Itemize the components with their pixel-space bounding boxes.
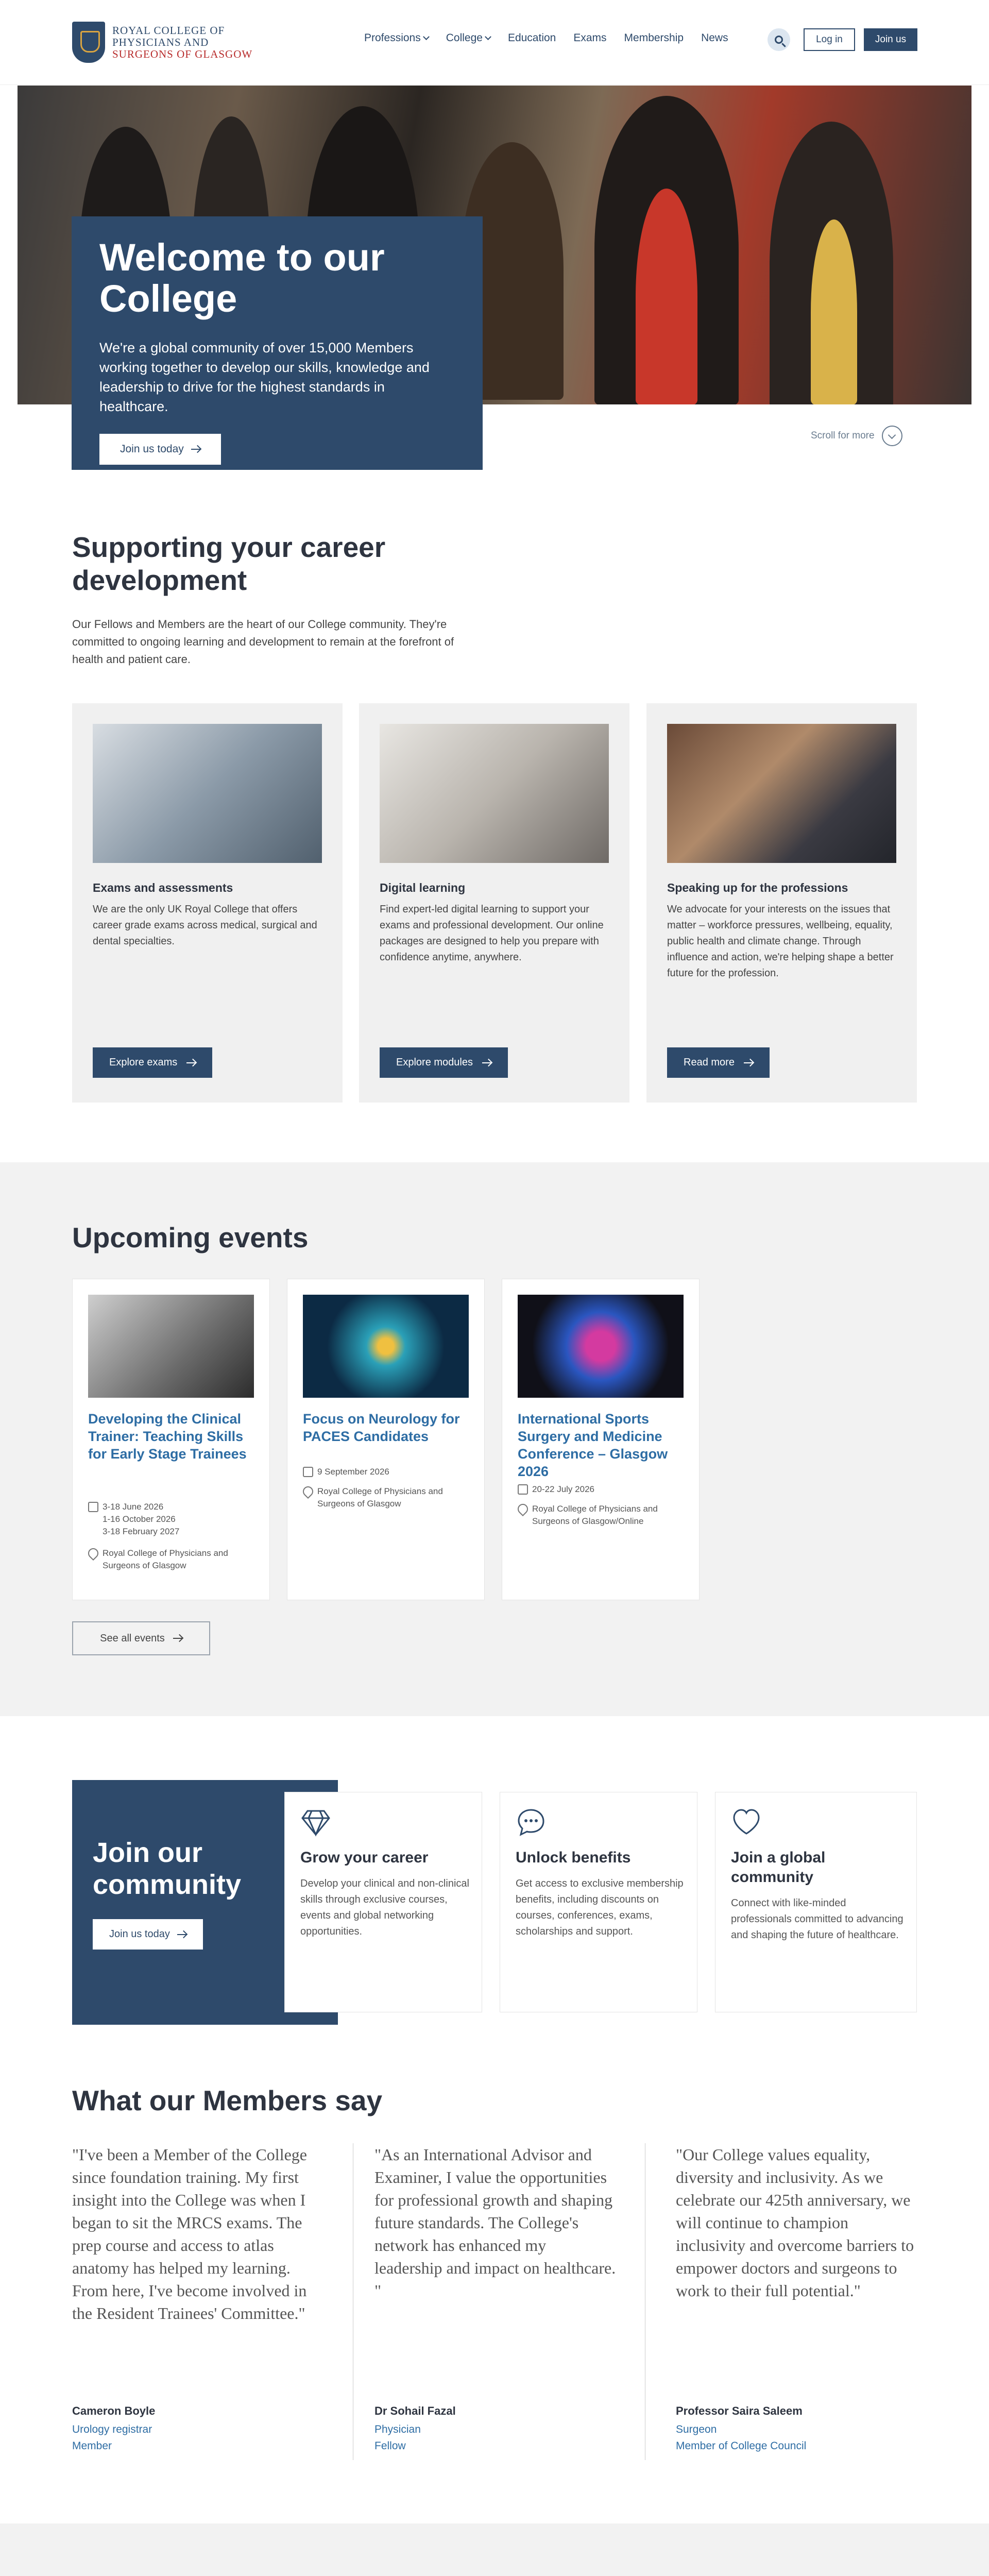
digital-image: [380, 724, 609, 863]
benefit-text: Get access to exclusive membership benefits, including discounts on courses, conferences, exams, scholarships and support.: [516, 1878, 684, 1937]
event-image: [303, 1295, 469, 1398]
diamond-icon: [300, 1807, 331, 1838]
arrow-right-icon: [744, 1062, 753, 1063]
event-location: Royal College of Physicians and Surgeons of Glasgow/Online: [518, 1503, 689, 1528]
chevron-down-icon: [882, 426, 902, 446]
event-title[interactable]: Developing the Clinical Trainer: Teaching Skills for Early Stage Trainees: [88, 1411, 247, 1462]
site-header: [0, 0, 989, 85]
exams-image: [93, 724, 322, 863]
event-title[interactable]: International Sports Surgery and Medicine Conference – Glasgow 2026: [518, 1411, 668, 1479]
card-digital: [359, 703, 629, 1103]
nav-exams[interactable]: Exams: [573, 32, 607, 44]
event-date: 9 September 2026: [303, 1466, 474, 1478]
testimonial-role: Physician: [374, 2424, 421, 2435]
benefit-title: Grow your career: [300, 1849, 429, 1866]
event-date: 20-22 July 2026: [518, 1483, 689, 1496]
card-advocacy: [646, 703, 917, 1103]
arrow-right-icon: [173, 1638, 182, 1639]
benefit-card: [500, 1792, 697, 2012]
scroll-for-more[interactable]: Scroll for more: [811, 426, 902, 446]
testimonial-quote: "As an International Advisor and Examiner, I value the opportunities for professional growth and shaping future standards. The College's network has enhanced my leadership and impact on healthcare. ": [374, 2145, 616, 2300]
join-button[interactable]: Join us: [864, 28, 917, 51]
nav-education[interactable]: Education: [507, 32, 556, 44]
event-card[interactable]: [502, 1279, 700, 1600]
events-title: Upcoming events: [72, 1222, 309, 1253]
hero-text: We're a global community of over 15,000 Members working together to develop our skills, knowledge and leadership to drive for the highest standards in healthcare.: [99, 340, 430, 414]
event-card[interactable]: [72, 1279, 270, 1600]
testimonial-role: Surgeon: [676, 2424, 717, 2435]
chat-icon: [516, 1807, 547, 1838]
testimonial-name: Cameron Boyle: [72, 2404, 156, 2417]
testimonial-name: Dr Sohail Fazal: [374, 2404, 456, 2417]
heart-icon: [731, 1807, 762, 1838]
card-exams: [72, 703, 343, 1103]
card-text: We are the only UK Royal College that offers career grade exams across medical, surgical and dental specialties.: [93, 904, 317, 947]
testimonial-role: Urology registrar: [72, 2424, 152, 2435]
explore-exams-button[interactable]: Explore exams: [93, 1047, 212, 1078]
logo-line-2: PHYSICIANS AND: [112, 36, 209, 48]
nav-college[interactable]: College: [446, 32, 490, 44]
card-title: Speaking up for the professions: [667, 881, 848, 894]
event-image: [88, 1295, 254, 1398]
college-logo[interactable]: [72, 22, 252, 63]
event-card[interactable]: [287, 1279, 485, 1600]
see-all-events-button[interactable]: See all events: [72, 1621, 210, 1655]
arrow-right-icon: [482, 1062, 491, 1063]
crest-icon: [72, 22, 105, 63]
benefit-text: Develop your clinical and non-clinical skills through exclusive courses, events and global networking opportunities.: [300, 1878, 469, 1937]
testimonial-status: Fellow: [374, 2440, 406, 2452]
nav-news[interactable]: News: [701, 32, 728, 44]
event-image: [518, 1295, 684, 1398]
logo-line-3: SURGEONS OF GLASGOW: [112, 47, 253, 60]
testimonial-status: Member: [72, 2440, 112, 2452]
arrow-right-icon: [191, 449, 200, 450]
nav-membership[interactable]: Membership: [624, 32, 684, 44]
hero-title: Welcome to our College: [99, 236, 385, 320]
benefit-card: [715, 1792, 917, 2012]
community-title: Join our community: [93, 1837, 242, 1900]
testimonial-status: Member of College Council: [676, 2440, 807, 2452]
event-title[interactable]: Focus on Neurology for PACES Candidates: [303, 1411, 460, 1444]
benefit-text: Connect with like-minded professionals committed to advancing and shaping the future of healthcare.: [731, 1897, 903, 1941]
community-join-button[interactable]: Join us today: [93, 1919, 203, 1950]
testimonial-quote: "I've been a Member of the College since foundation training. My first insight into the College was when I began to sit the MRCS exams. The prep course and access to atlas anatomy has helped my learning. From here, I've become involved in the Resident Trainees' Committee.": [72, 2145, 307, 2323]
benefit-card: [284, 1792, 482, 2012]
card-text: Find expert-led digital learning to support your exams and professional development. Our online packages are designed to help you prepare with confidence anytime, anywhere.: [380, 904, 604, 963]
career-text: Our Fellows and Members are the heart of our College community. They're committed to ongoing learning and development to remain at the forefront of health and patient care.: [72, 618, 454, 666]
explore-modules-button[interactable]: Explore modules: [380, 1047, 508, 1078]
main-nav: [364, 32, 728, 44]
card-title: Digital learning: [380, 881, 466, 894]
event-location: Royal College of Physicians and Surgeons of Glasgow: [303, 1485, 474, 1510]
card-text: We advocate for your interests on the issues that matter – workforce pressures, wellbeing, equality, public health and climate change. Through influence and action, we're helping shape a better future for the profession.: [667, 904, 894, 979]
hero-panel: [72, 216, 483, 470]
read-more-button[interactable]: Read more: [667, 1047, 770, 1078]
news-section: [0, 2523, 989, 2576]
testimonials-title: What our Members say: [72, 2084, 383, 2116]
testimonial-name: Professor Saira Saleem: [676, 2404, 803, 2417]
search-icon: [775, 36, 783, 44]
arrow-right-icon: [186, 1062, 196, 1063]
chevron-down-icon: [423, 33, 430, 40]
arrow-right-icon: [177, 1934, 186, 1935]
event-date: 3-18 June 2026 1-16 October 2026 3-18 February 2027: [88, 1501, 259, 1538]
logo-line-1: ROYAL COLLEGE OF: [112, 24, 225, 37]
career-title: Supporting your career development: [72, 531, 386, 596]
hero-join-button[interactable]: Join us today: [99, 434, 221, 465]
advocacy-image: [667, 724, 896, 863]
chevron-down-icon: [485, 33, 491, 40]
benefit-title: Unlock benefits: [516, 1849, 631, 1866]
login-button[interactable]: Log in: [804, 28, 855, 51]
benefit-title: Join a global community: [731, 1849, 826, 1886]
nav-professions[interactable]: Professions: [364, 32, 429, 44]
search-button[interactable]: [768, 28, 790, 51]
testimonial-quote: "Our College values equality, diversity and inclusivity. As we celebrate our 425th anniversary, we will continue to champion inclusivity and overcome barriers to empower doctors and surgeons to work to their full potential.": [676, 2145, 914, 2300]
event-location: Royal College of Physicians and Surgeons of Glasgow: [88, 1547, 259, 1572]
card-title: Exams and assessments: [93, 881, 233, 894]
